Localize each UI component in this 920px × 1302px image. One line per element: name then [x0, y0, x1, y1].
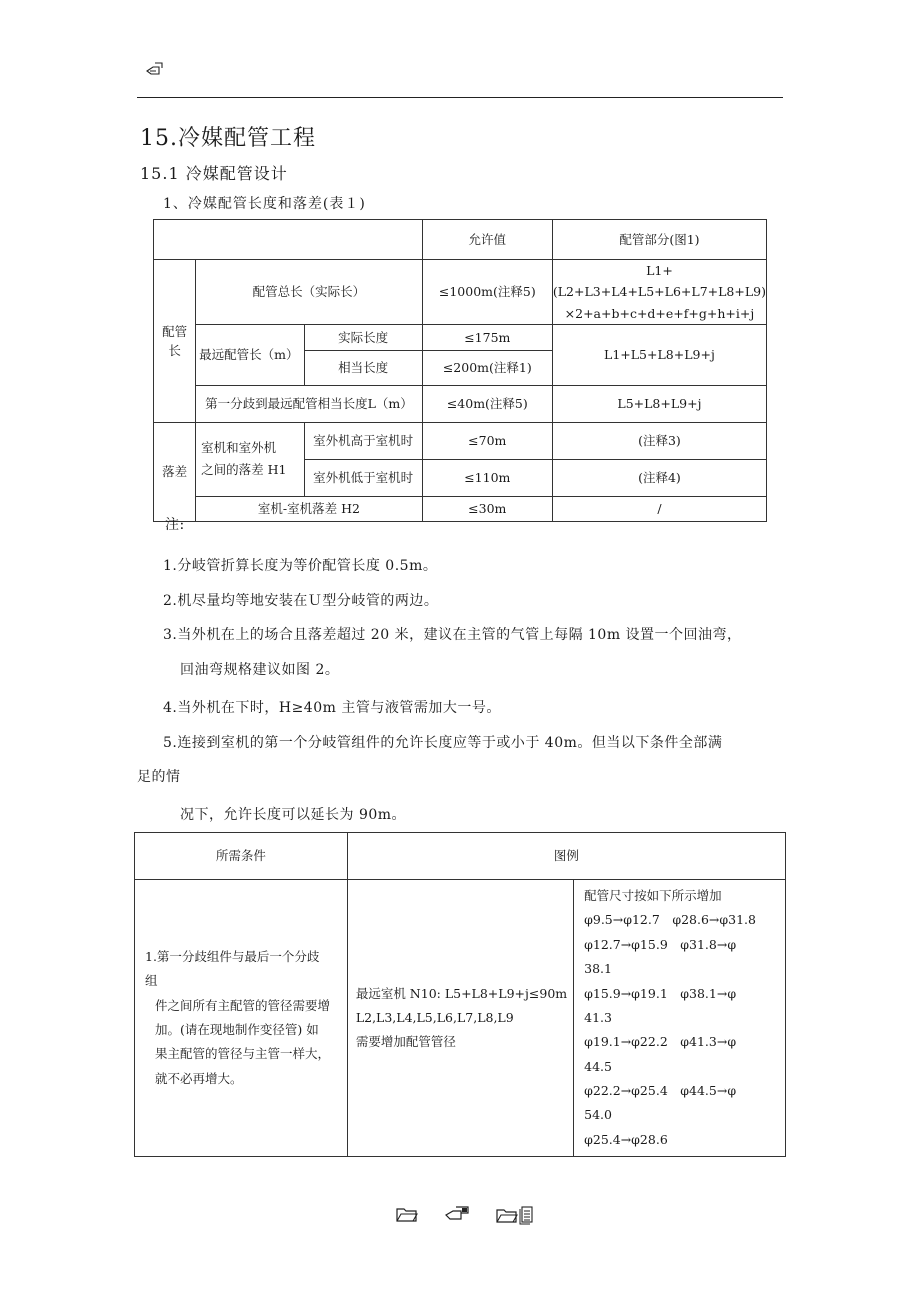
branch-length-part: L5+L8+L9+j [552, 385, 766, 422]
header-allow: 允许值 [422, 220, 552, 260]
pipe-size-cell [574, 880, 786, 1157]
branch-length-label: 第一分歧到最远配管相当长度L（m） [196, 385, 423, 422]
total-length-label: 配管总长（实际长） [196, 260, 423, 325]
note-4: 4.当外机在下时，H≥40m 主管与液管需加大一号。 [163, 700, 501, 716]
table-row [135, 880, 786, 1157]
note-1: 1.分岐管折算长度为等价配管长度 0.5m。 [163, 558, 438, 574]
section-title: 15.冷媒配管工程 [140, 126, 316, 151]
table-row [154, 324, 767, 350]
equiv-length-allow: ≤200m(注释1) [422, 350, 552, 385]
size-line: φ12.7→φ15.9 φ31.8→φ [584, 936, 737, 952]
cond-line: 就不必再增大。 [155, 1070, 243, 1086]
size-line: 配管尺寸按如下所示增加 [584, 888, 722, 903]
mid-line: 需要增加配管管径 [355, 1034, 456, 1050]
table-row [154, 220, 767, 260]
size-line: φ22.2→φ25.4 φ44.5→φ [584, 1083, 737, 1098]
note-3-cont: 回油弯规格建议如图 2。 [180, 662, 340, 678]
pipe-length-table [153, 219, 767, 522]
total-part-line2: ×2+a+b+c+d+e+f+g+h+i+j [564, 305, 755, 321]
note-5-cont2: 况下，允许长度可以延长为 90m。 [180, 807, 407, 823]
note-5: 5.连接到室机的第一个分岐管组件的允许长度应等于或小于 40m。但当以下条件全部满 [163, 735, 723, 751]
cond-line: 1.第一分歧组件与最后一个分歧 [145, 948, 320, 964]
h2-drop-part: / [552, 496, 766, 521]
farthest-length-label: 最远配管长（m） [196, 324, 305, 385]
actual-length-label: 实际长度 [304, 324, 422, 350]
outdoor-higher-label: 室外机高于室机时 [304, 422, 422, 459]
condition-cell [135, 880, 348, 1157]
cond-line: 加。(请在现地制作变径管) 如 [155, 1022, 319, 1038]
footer-icons [396, 1205, 536, 1225]
mid-line: L2,L3,L4,L5,L6,L7,L8,L9 [355, 1009, 514, 1025]
table-row [154, 422, 767, 459]
equiv-length-label: 相当长度 [304, 350, 422, 385]
size-line: 44.5 [584, 1058, 612, 1074]
size-line: 38.1 [584, 961, 612, 977]
size-line: 41.3 [584, 1009, 612, 1025]
size-line: φ9.5→φ12.7 φ28.6→φ31.8 [584, 912, 756, 928]
folder-icon [396, 1205, 418, 1223]
total-part-line1: L1+(L2+L3+L4+L5+L6+L7+L8+L9) [552, 263, 766, 300]
actual-length-allow: ≤175m [422, 324, 552, 350]
size-line: φ25.4→φ28.6 [584, 1131, 668, 1147]
table-row [154, 496, 767, 521]
outdoor-lower-label: 室外机低于室机时 [304, 459, 422, 496]
notes-label: 注: [165, 517, 185, 533]
pencil-hand-icon [444, 1205, 470, 1223]
h2-drop-label: 室机-室机落差 H2 [196, 496, 423, 521]
table-row [135, 833, 786, 880]
header-rule [137, 97, 783, 98]
header-condition: 所需条件 [135, 833, 348, 880]
total-length-allow: ≤1000m(注释5) [422, 260, 552, 325]
condition-table [134, 832, 786, 1157]
folder-documents-icon [496, 1205, 536, 1225]
blank-header-cell [154, 220, 423, 260]
note-2: 2.机尽量均等地安装在Ｕ型分岐管的两边。 [163, 593, 439, 609]
group-drop: 落差 [154, 422, 196, 521]
subsection-title: 15.1 冷媒配管设计 [140, 164, 288, 183]
cond-line: 组 [145, 973, 158, 989]
table-heading: 1、冷媒配管长度和落差(表１) [163, 196, 366, 212]
table-row [154, 260, 767, 325]
total-length-part [552, 260, 766, 325]
h2-drop-allow: ≤30m [422, 496, 552, 521]
outdoor-higher-part: (注释3) [552, 422, 766, 459]
size-line: 54.0 [584, 1107, 612, 1123]
note-3: 3.当外机在上的场合且落差超过 20 米，建议在主管的气管上每隔 10m 设置一个回油弯， [163, 627, 742, 643]
drop-h1-line2: 之间的落差 H1 [201, 462, 287, 478]
mid-line: 最远室机 N10: L5+L8+L9+j≤90m [355, 985, 568, 1001]
farthest-length-part: L1+L5+L8+L9+j [552, 324, 766, 385]
header-example: 图例 [347, 833, 785, 880]
pencil-hand-icon [146, 62, 164, 76]
outdoor-lower-part: (注释4) [552, 459, 766, 496]
drop-h1-label [196, 422, 305, 496]
group-pipe-length [154, 260, 196, 423]
group-pipe-label: 配管长 [162, 323, 188, 358]
branch-length-allow: ≤40m(注释5) [422, 385, 552, 422]
size-line: φ15.9→φ19.1 φ38.1→φ [584, 985, 737, 1001]
size-line: φ19.1→φ22.2 φ41.3→φ [584, 1034, 737, 1050]
outdoor-lower-allow: ≤110m [422, 459, 552, 496]
cond-line: 果主配管的管径与主管一样大， [155, 1046, 331, 1062]
cond-line: 件之间所有主配管的管径需要增 [155, 997, 331, 1013]
outdoor-higher-allow: ≤70m [422, 422, 552, 459]
drop-h1-line1: 室机和室外机 [201, 439, 277, 455]
header-part: 配管部分(图1) [552, 220, 766, 260]
example-cell [347, 880, 573, 1157]
table-row [154, 385, 767, 422]
note-5-cont: 足的情 [137, 769, 181, 785]
